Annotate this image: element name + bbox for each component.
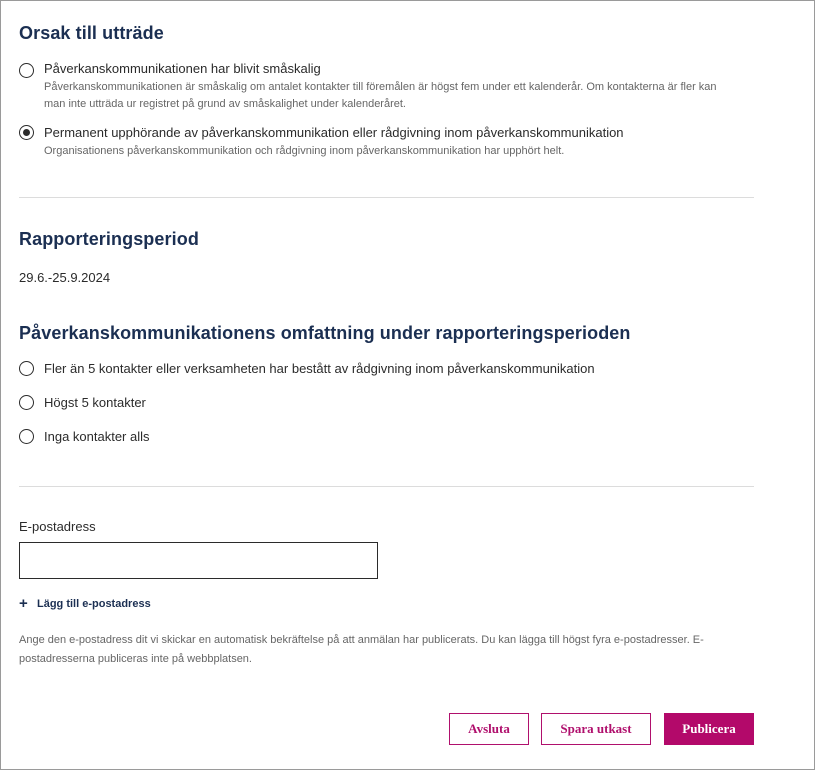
scope-option-at-most-5[interactable] — [19, 395, 146, 411]
radio-label: Högst 5 kontakter — [44, 395, 146, 410]
radio-button[interactable] — [19, 395, 34, 410]
radio-button[interactable] — [19, 63, 34, 78]
cancel-button[interactable]: Avsluta — [449, 713, 529, 745]
radio-button[interactable] — [19, 429, 34, 444]
email-field[interactable] — [19, 542, 378, 579]
radio-label: Fler än 5 kontakter eller verksamheten har bestått av rådgivning inom påverkanskommunikation — [44, 361, 595, 376]
plus-icon: + — [19, 595, 28, 612]
radio-label: Permanent upphörande av påverkanskommunikation eller rådgivning inom påverkanskommunikation — [44, 125, 624, 140]
help-line: Ange den e-postadress dit vi skickar en automatisk bekräftelse på att anmälan har publicerats. Du kan lägga till högst fyra e-postadresser. E- — [19, 634, 704, 646]
reason-option-permanent-cessation[interactable] — [19, 125, 624, 159]
radio-description — [44, 79, 717, 112]
radio-label: Inga kontakter alls — [44, 429, 150, 444]
publish-button[interactable]: Publicera — [664, 713, 754, 745]
email-label: E-postadress — [19, 519, 96, 534]
reason-title: Orsak till utträde — [19, 23, 164, 43]
section-divider — [19, 486, 754, 487]
email-help-text — [19, 631, 739, 669]
section-divider — [19, 197, 754, 198]
radio-description: Organisationens påverkanskommunikation och rådgivning inom påverkanskommunikation har upphört helt. — [44, 145, 565, 157]
period-value: 29.6.-25.9.2024 — [19, 270, 111, 285]
scope-title: Påverkanskommunikationens omfattning under rapporteringsperioden — [19, 323, 631, 343]
radio-button-selected[interactable] — [19, 125, 34, 140]
add-email-label: Lägg till e-postadress — [37, 598, 151, 610]
save-draft-button[interactable]: Spara utkast — [541, 713, 651, 745]
reason-option-small-scale[interactable] — [19, 61, 717, 112]
add-email-link[interactable] — [19, 597, 151, 611]
help-line: postadresserna publiceras inte på webbplatsen. — [19, 653, 252, 665]
period-title: Rapporteringsperiod — [19, 229, 199, 249]
radio-button[interactable] — [19, 361, 34, 376]
description-line: Påverkanskommunikationen är småskalig om antalet kontakter till föremålen är högst fem under ett kalenderår. Om kontakterna är fler kan — [44, 81, 717, 93]
scope-option-no-contacts[interactable] — [19, 429, 150, 445]
scope-option-more-than-5[interactable] — [19, 361, 595, 377]
radio-label: Påverkanskommunikationen har blivit småskalig — [44, 61, 321, 76]
description-line: man inte utträda ur registret på grund av småskalighet under kalenderåret. — [44, 98, 406, 110]
